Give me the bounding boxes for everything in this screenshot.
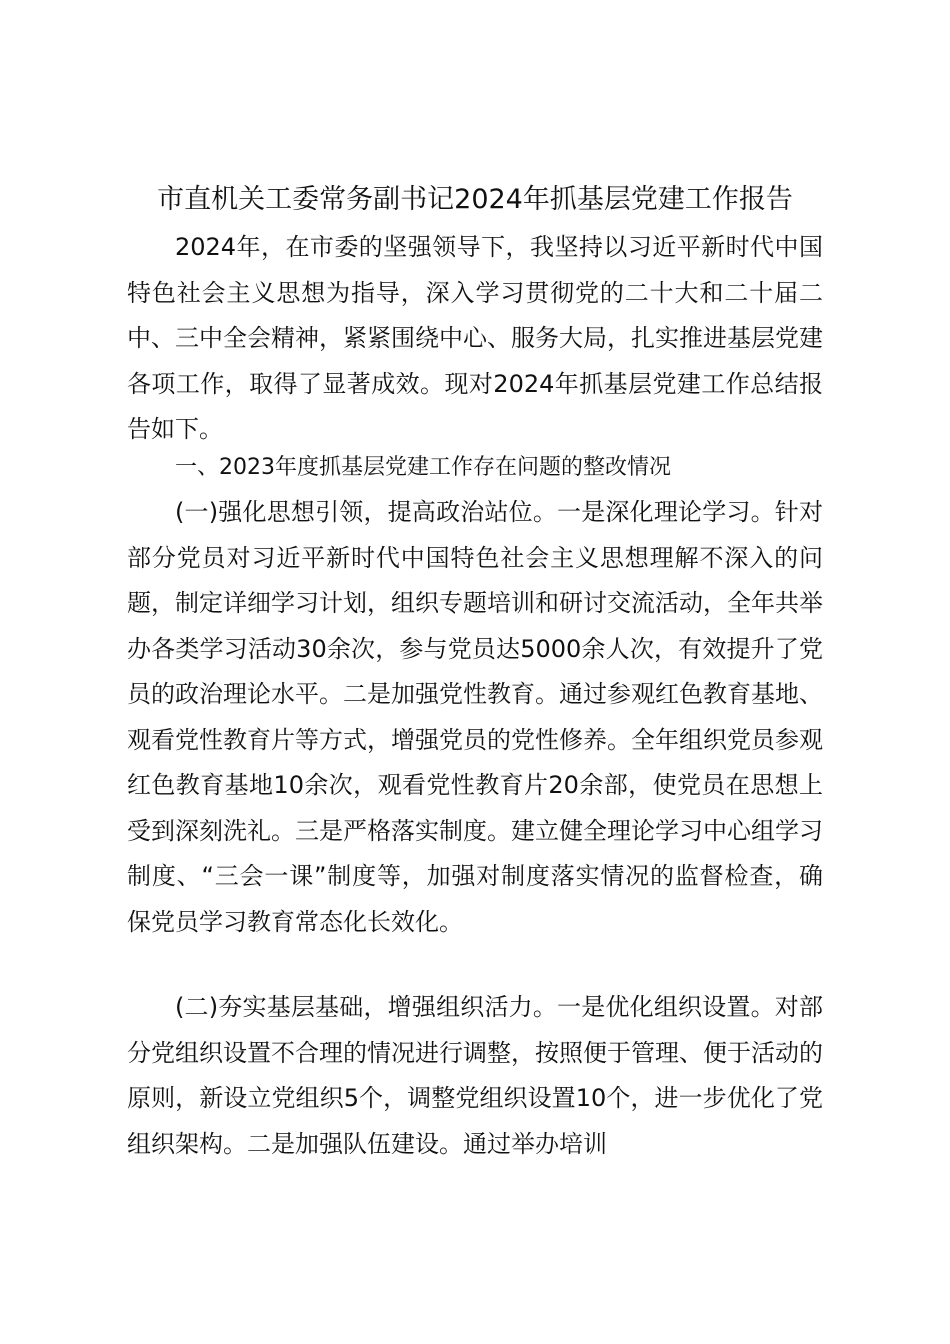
intro-paragraph: 2024年，在市委的坚强领导下，我坚持以习近平新时代中国特色社会主义思想为指导，深入学习贯彻党的二十大和二十届二中、三中全会精神，紧紧围绕中心、服务大局，扎实推进基层党建各项工作，取得了显著成效。现对2024年抓基层党建工作总结报告如下。 <box>127 233 823 443</box>
section-heading: 一、2023年度抓基层党建工作存在问题的整改情况 <box>175 455 671 480</box>
document-title: 市直机关工委常务副书记2024年抓基层党建工作报告 <box>157 184 793 215</box>
body-paragraph-item1: (一)强化思想引领，提高政治站位。一是深化理论学习。针对部分党员对习近平新时代中国特色社会主义思想理解不深入的问题，制定详细学习计划，组织专题培训和研讨交流活动，全年共举办各类学习活动30余次，参与党员达5000余人次，有效提升了党员的政治理论水平。二是加强党性教育。通过参观红色教育基地、观看党性教育片等方式，增强党员的党性修养。全年组织党员参观红色教育基地10余次，观看党性教育片20余部，使党员在思想上受到深刻洗礼。三是严格落实制度。建立健全理论学习中心组学习制度、“三会一课”制度等，加强对制度落实情况的监督检查，确保党员学习教育常态化长效化。 <box>127 498 823 936</box>
body-paragraph-item2: (二)夯实基层基础，增强组织活力。一是优化组织设置。对部分党组织设置不合理的情况进行调整，按照便于管理、便于活动的原则，新设立党组织5个，调整党组织设置10个，进一步优化了党组织架构。二是加强队伍建设。通过举办培训 <box>127 993 823 1158</box>
